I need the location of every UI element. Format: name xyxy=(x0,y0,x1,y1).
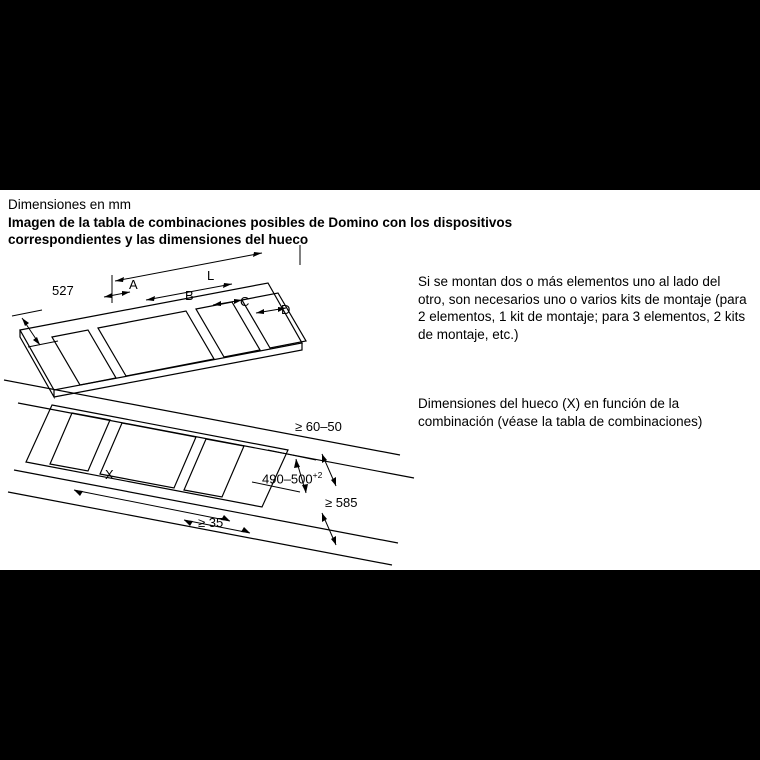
arrow-35-right xyxy=(241,527,250,533)
ext-line-527-a xyxy=(12,310,42,316)
appliance-panel-a xyxy=(52,330,116,385)
arrow-X-left xyxy=(74,490,83,496)
cutout-dimension-note: Dimensiones del hueco (X) en función de la combinación (véase la tabla de combinaciones) xyxy=(418,396,703,429)
domino-cutout-diagram xyxy=(0,245,420,570)
label-A: A xyxy=(129,277,138,292)
label-C: C xyxy=(240,294,250,309)
appliance-panel-d xyxy=(242,293,306,348)
units-note: Dimensiones en mm xyxy=(8,197,132,212)
appliance-panel-c xyxy=(196,302,260,357)
page-title-line-1: Imagen de la tabla de combinaciones posibles de Domino con los dispositivos xyxy=(8,215,513,230)
label-X: X xyxy=(105,467,114,482)
worktop-front-edge xyxy=(54,343,302,397)
label-35: ≥ 35 xyxy=(198,515,224,530)
arrow-60-50-bottom xyxy=(331,477,336,486)
label-585: ≥ 585 xyxy=(325,495,358,510)
label-gap-60-50: ≥ 60–50 xyxy=(295,419,342,434)
arrow-490-top xyxy=(294,459,300,468)
installation-kit-note: Si se montan dos o más elementos uno al lado del otro, son necesarios uno o varios kits de montaje (para 2 elementos, 1 kit de montaje; para 3 elementos, 2 kits de montaje, etc.) xyxy=(418,274,747,342)
arrow-527-bottom xyxy=(33,337,40,345)
arrow-35-left xyxy=(184,520,193,526)
label-cutout-490-500: $490-500^{+2}$ xyxy=(262,470,323,487)
cutout-cell-3 xyxy=(184,439,244,497)
label-D: D xyxy=(281,302,291,317)
worktop-top-face xyxy=(20,283,302,390)
label-L: L xyxy=(207,268,215,283)
appliance-panel-b xyxy=(98,311,214,376)
cutout-cell-1 xyxy=(50,413,110,471)
ext-line-527-b xyxy=(28,341,58,347)
arrow-585-bottom xyxy=(331,536,336,545)
content-panel xyxy=(0,190,760,570)
label-B: B xyxy=(185,288,194,303)
cutout-outline xyxy=(26,405,288,507)
label-527: 527 xyxy=(52,283,74,298)
counter-back-edge-upper xyxy=(4,380,400,455)
page-title-line-2: correspondientes y las dimensiones del hueco xyxy=(8,232,309,247)
arrow-585-top xyxy=(322,513,327,522)
arrow-527-top xyxy=(22,318,29,326)
ext-line-490-b xyxy=(268,450,316,460)
